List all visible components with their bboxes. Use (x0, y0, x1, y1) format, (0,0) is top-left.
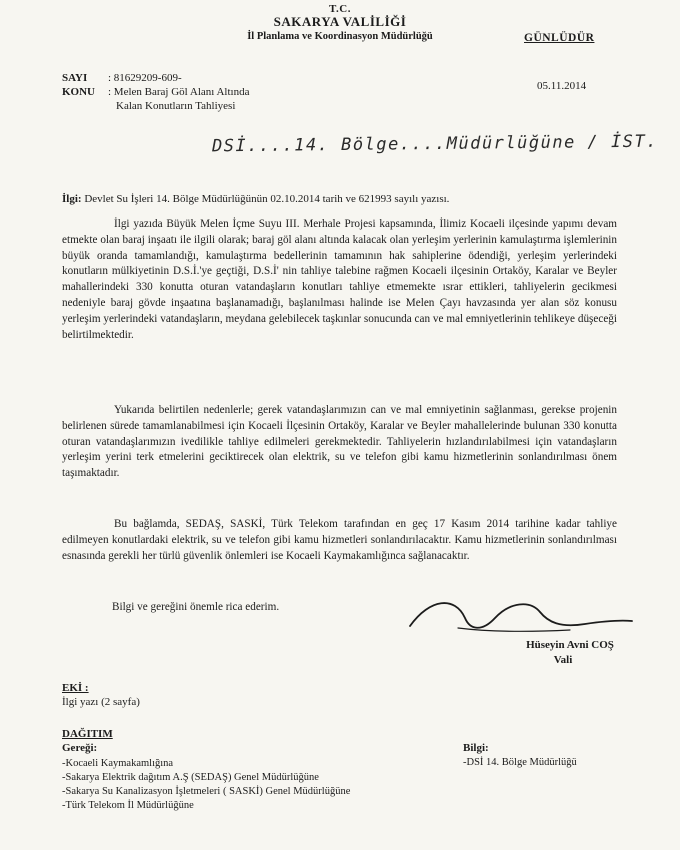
body-paragraph-2: Yukarıda belirtilen nedenlerle; gerek vatandaşlarımızın can ve mal emniyetinin sağlanması, gerekse projenin belirlenen sürede tamamlanabilmesi için Kocaeli İlçesinin Ortaköy, Karalar ve Beyler mahallelerinde bulunan 330 konutta oturan vatandaşlarımızın ivedilikle tahliye edilmeleri gerekmektedir. Tahliyelerin hızlandırılabilmesi için vatandaşların yerleşim yerini terk etmelerini geciktirecek olan elektrik, su ve telefon gibi kamu hizmetlerinin sonlandırılması önem taşımaktadır. (62, 404, 617, 480)
body-paragraph-closing: Bilgi ve gereğini önemle rica ederim. (112, 601, 280, 613)
sayi-label: SAYI (62, 72, 88, 84)
reference-label: İlgi: (62, 193, 82, 205)
attachments-item: İlgi yazı (2 sayfa) (62, 696, 140, 708)
handwritten-addressee: DSİ....14. Bölge....Müdürlüğüne / İST. (211, 131, 659, 157)
distribution-label: DAĞITIM (62, 728, 113, 740)
distribution-bilgi-list (463, 757, 577, 768)
list-item: -Kocaeli Kaymakamlığına (62, 758, 174, 769)
list-item: -Sakarya Elektrik dağıtım A.Ş (SEDAŞ) Genel Müdürlüğüne (62, 772, 319, 783)
header-tc: T.C. (329, 3, 351, 15)
signature-mark (370, 588, 640, 644)
body-paragraph-3: Bu bağlamda, SEDAŞ, SASKİ, Türk Telekom tarafından en geç 17 Kasım 2014 tarihine kadar tahliye edilmeyen konutlardaki elektrik, su ve telefon gibi kamu hizmetleri sonlandırılacaktır. Kamu hizmetlerinin sonlandırılması esnasında gerekli her türlü güvenlik önlemleri ise Kocaeli Kaymakamlığınca sağlanacaktır. (62, 518, 617, 562)
body-paragraph-1: İlgi yazıda Büyük Melen İçme Suyu III. Merhale Projesi kapsamında, İlimiz Kocaeli ilçesinde yapımı devam etmekte olan baraj inşaatı ile ilgili olarak; baraj göl alanı altında kalacak olan yerleşim yerlerinin kamulaştırma işlemlerinin büyük oranda tamamlandığı, kamulaştırma bedellerinin tamamının hak sahiplerine ödendiği, yerleşim yerlerindeki konutların mülkiyetinin D.S.İ.'ye geçtiği, D.S.İ' nin tahliye talebine rağmen Kocaeli ilçesinin Ortaköy, Karalar ve Beyler mahallerindeki 330 konutta oturan vatandaşların konutları tahliye etmemekte ısrar ettikleri, tahliyelerin gecikmesi nedeniyle baraj gövde inşaatına başlanamadığı, başlanılması halinde ise Melen Çayı havzasında yer alan söz konusu yerleşim yerlerindeki vatandaşların, meydana gelebilecek taşkınlar sonucunda can ve mal emniyetlerinin tehlikeye düşeceği belirtilmektedir. (62, 218, 617, 341)
reference-line (62, 193, 449, 205)
attachments-label: EKİ : (62, 682, 89, 694)
distribution-gereg-label: Gereği: (62, 742, 98, 754)
list-item: -Sakarya Su Kanalizasyon İşletmeleri ( SASKİ) Genel Müdürlüğüne (62, 786, 351, 797)
konu-label: KONU (62, 86, 95, 98)
document-date: 05.11.2014 (537, 80, 587, 92)
konu-line1: : Melen Baraj Göl Alanı Altında (108, 86, 250, 98)
distribution-bilgi-label: Bilgi: (463, 742, 489, 754)
signer-name: Hüseyin Avni COŞ (526, 639, 614, 651)
signer-title: Vali (553, 654, 573, 666)
konu-line2: Kalan Konutların Tahliyesi (116, 100, 236, 112)
urgent-stamp: GÜNLÜDÜR (524, 32, 595, 44)
header-directorate: İl Planlama ve Koordinasyon Müdürlüğü (247, 31, 433, 42)
header-governorship: SAKARYA VALİLİĞİ (273, 14, 407, 29)
list-item: -Türk Telekom İl Müdürlüğüne (62, 800, 194, 811)
distribution-gereg-list (62, 757, 350, 813)
sayi-value: : 81629209-609- (108, 72, 182, 84)
reference-text: Devlet Su İşleri 14. Bölge Müdürlüğünün 02.10.2014 tarih ve 621993 sayılı yazısı. (84, 193, 450, 205)
list-item: -DSİ 14. Bölge Müdürlüğü (463, 757, 577, 768)
